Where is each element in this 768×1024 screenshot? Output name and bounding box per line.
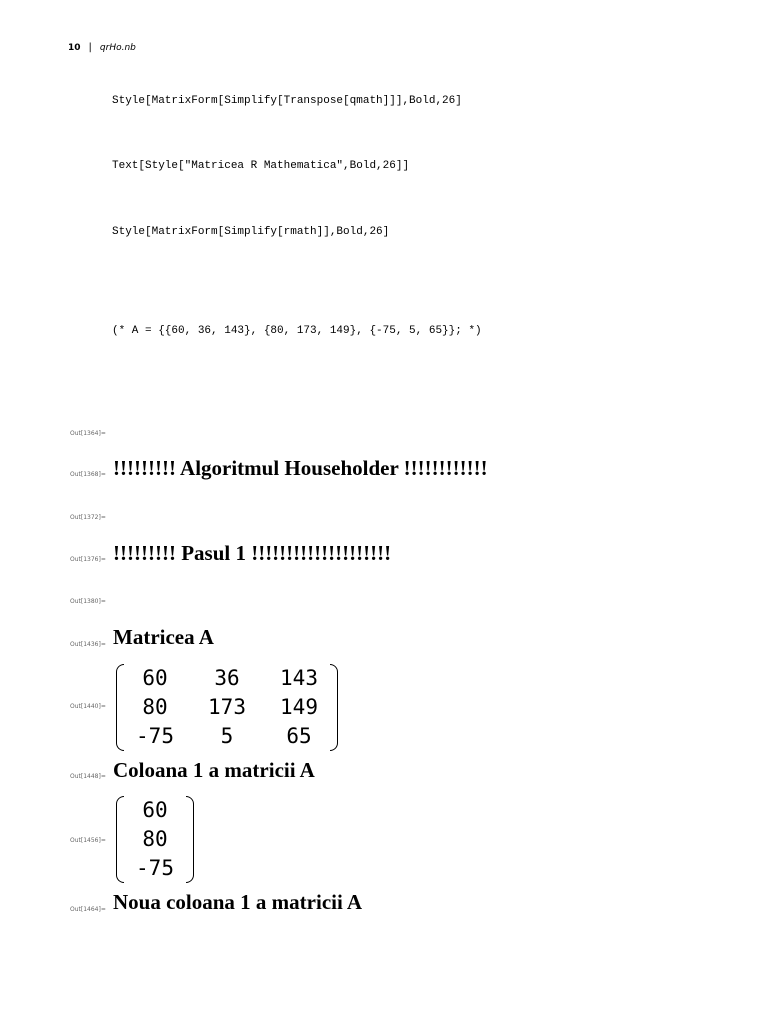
output-label: Out[1364]= xyxy=(70,430,106,437)
matrix-cell: 143 xyxy=(280,666,318,690)
output-heading-coloana-1: Coloana 1 a matricii A xyxy=(113,758,315,782)
output-label: Out[1448]= xyxy=(70,773,106,780)
code-line[interactable]: Style[MatrixForm[Simplify[rmath]],Bold,26] xyxy=(112,226,390,238)
output-heading-matricea-a: Matricea A xyxy=(113,625,214,649)
code-comment-line[interactable]: (* A = {{60, 36, 143}, {80, 173, 149}, {-75, 5, 65}}; *) xyxy=(112,325,482,337)
output-label: Out[1368]= xyxy=(70,471,106,478)
right-parenthesis xyxy=(186,796,194,883)
output-label: Out[1440]= xyxy=(70,703,106,710)
matrix-cell: 60 xyxy=(142,666,168,690)
matrix-cell: 149 xyxy=(280,695,318,719)
vector-cell: -75 xyxy=(136,856,174,880)
page-number: 10 xyxy=(68,42,81,53)
vector-cell: 60 xyxy=(142,798,168,822)
matrix-cell: 80 xyxy=(142,695,168,719)
matrix-cell: 65 xyxy=(286,724,312,748)
code-line[interactable]: Text[Style["Matricea R Mathematica",Bold,26]] xyxy=(112,160,410,172)
matrix-a-grid xyxy=(124,664,330,751)
output-heading-pasul-1: !!!!!!!!! Pasul 1 !!!!!!!!!!!!!!!!!!!! xyxy=(113,541,392,565)
matrix-cell: 173 xyxy=(208,695,246,719)
output-label: Out[1376]= xyxy=(70,556,106,563)
notebook-filename: qrHo.nb xyxy=(99,42,136,53)
matrix-cell: -75 xyxy=(136,724,174,748)
header-separator: | xyxy=(88,42,92,53)
output-label: Out[1464]= xyxy=(70,906,106,913)
column-vector-1 xyxy=(116,796,194,883)
output-label: Out[1372]= xyxy=(70,514,106,521)
left-parenthesis xyxy=(116,796,124,883)
matrix-a xyxy=(116,664,338,751)
page-header xyxy=(68,42,136,53)
code-line[interactable]: Style[MatrixForm[Simplify[Transpose[qmath]]],Bold,26] xyxy=(112,95,462,107)
column-vector-grid xyxy=(124,796,186,883)
vector-cell: 80 xyxy=(142,827,168,851)
output-label: Out[1456]= xyxy=(70,837,106,844)
matrix-cell: 36 xyxy=(214,666,240,690)
output-heading-householder: !!!!!!!!! Algoritmul Householder !!!!!!!!!!!! xyxy=(113,456,488,480)
output-label: Out[1380]= xyxy=(70,598,106,605)
output-label: Out[1436]= xyxy=(70,641,106,648)
output-heading-noua-coloana-1: Noua coloana 1 a matricii A xyxy=(113,890,363,914)
matrix-cell: 5 xyxy=(220,724,234,748)
right-parenthesis xyxy=(330,664,338,751)
left-parenthesis xyxy=(116,664,124,751)
